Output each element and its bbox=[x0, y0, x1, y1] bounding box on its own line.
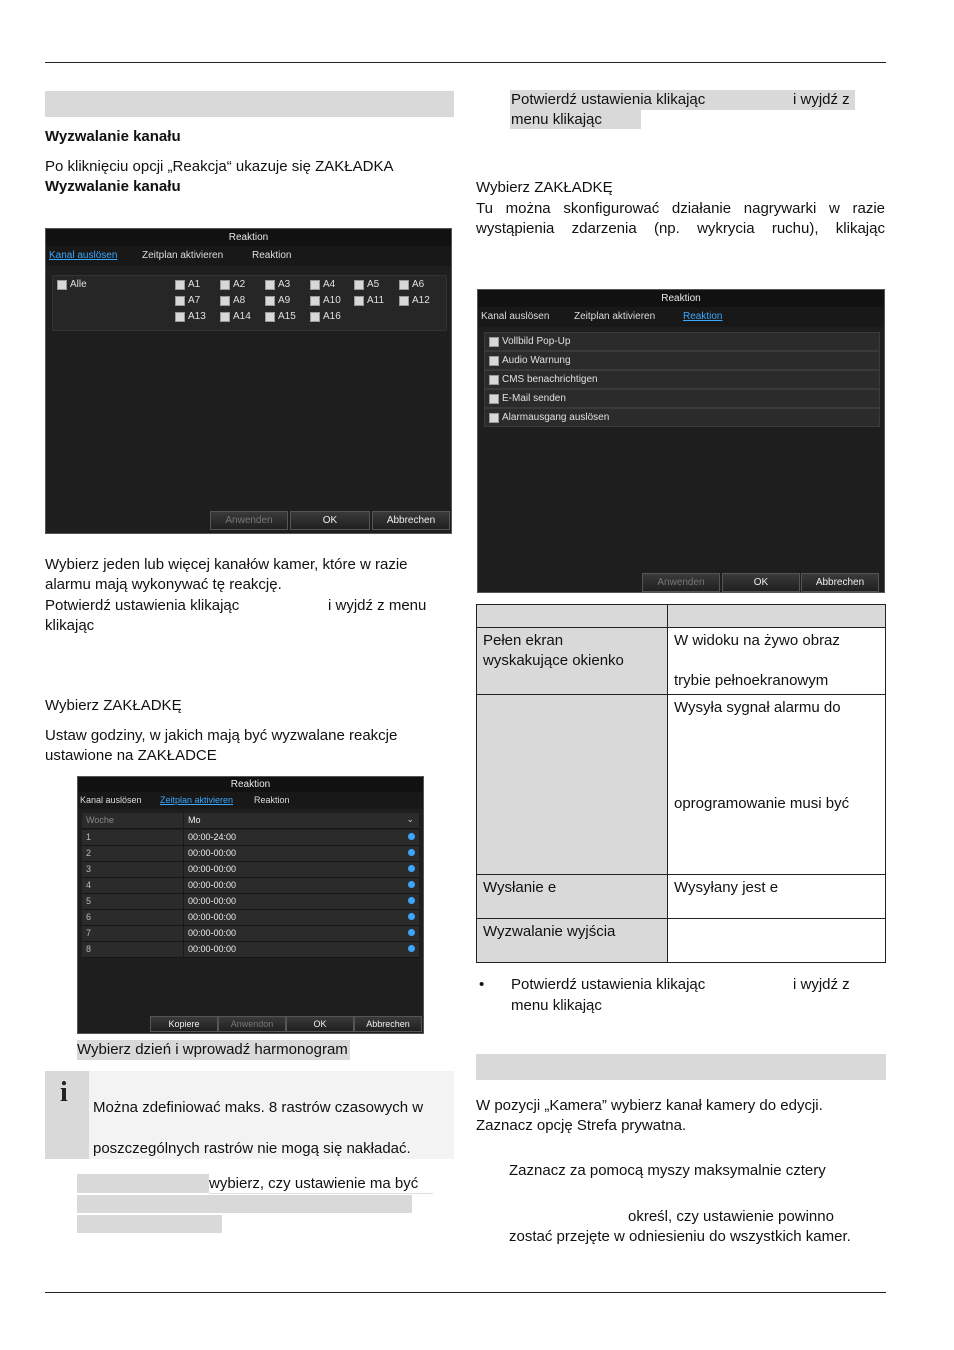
apply-button[interactable]: Anwenden bbox=[210, 511, 288, 530]
select-tab-text-right: Wybierz ZAKŁADKĘ bbox=[476, 179, 613, 196]
confirm-text-2: klikając bbox=[45, 617, 95, 634]
highlight-bar-3 bbox=[77, 1215, 222, 1233]
cancel-button[interactable]: Abbrechen bbox=[801, 573, 879, 592]
table-row: Wysłanie e Wysyłany jest e bbox=[477, 875, 886, 919]
table-row[interactable]: 1 00:00-24:00 bbox=[82, 830, 419, 846]
table-row[interactable]: 4 00:00-00:00 bbox=[82, 878, 419, 894]
chevron-down-icon: ⌄ bbox=[406, 814, 414, 824]
note-text-1: Można zdefiniować maks. 8 rastrów czasowych w bbox=[93, 1099, 424, 1116]
reaction-option-row[interactable]: Audio Warnung bbox=[484, 351, 880, 370]
camera-text-3: Zaznacz za pomocą myszy maksymalnie cztery bbox=[509, 1162, 826, 1179]
tab-zeitplan[interactable]: Zeitplan aktivieren bbox=[160, 795, 234, 805]
schedule-text-2: ustawione na ZAKŁADCE bbox=[45, 747, 217, 764]
edit-icon[interactable] bbox=[408, 881, 415, 888]
dvr-tabs bbox=[478, 307, 884, 327]
option-text: wybierz, czy ustawienie ma być bbox=[209, 1175, 419, 1192]
tab-reaktion[interactable]: Reaktion bbox=[252, 250, 292, 261]
cancel-button[interactable]: Abbrechen bbox=[354, 1016, 422, 1032]
camera-text-4: określ, czy ustawienie powinno bbox=[628, 1208, 834, 1225]
edit-icon[interactable] bbox=[408, 833, 415, 840]
dvr-title: Reaktion bbox=[46, 229, 451, 246]
copy-button[interactable]: Kopiere bbox=[150, 1016, 218, 1032]
checkbox-channel[interactable]: A8 bbox=[220, 295, 245, 306]
edit-icon[interactable] bbox=[408, 849, 415, 856]
checkbox-channel[interactable]: A1 bbox=[175, 279, 200, 290]
ok-button[interactable]: OK bbox=[722, 573, 800, 592]
config-text: Tu można skonfigurować działanie nagrywarki w razie bbox=[476, 200, 885, 217]
info-icon: i bbox=[60, 1077, 68, 1108]
paragraph-select-channels-2: alarmu mają wykonywać tę reakcję. bbox=[45, 576, 282, 593]
footer-rule bbox=[45, 1292, 886, 1293]
highlight-bar-2 bbox=[77, 1195, 412, 1213]
tab-reaktion[interactable]: Reaktion bbox=[254, 795, 290, 805]
tab-zeitplan[interactable]: Zeitplan aktivieren bbox=[574, 311, 656, 322]
confirm-text-right-end: i wyjdź z bbox=[793, 91, 850, 108]
channel-panel bbox=[52, 275, 447, 331]
checkbox-channel[interactable]: A7 bbox=[175, 295, 200, 306]
checkbox-channel[interactable]: A9 bbox=[265, 295, 290, 306]
tab-kanal-ausloesen[interactable]: Kanal auslösen bbox=[481, 311, 550, 322]
ok-button[interactable]: OK bbox=[290, 511, 370, 530]
schedule-caption: Wybierz dzień i wprowadź harmonogram bbox=[77, 1041, 348, 1058]
intro-text-bold: Wyzwalanie kanału bbox=[45, 178, 181, 195]
tab-kanal-ausloesen[interactable]: Kanal auslösen bbox=[49, 250, 118, 261]
note-box bbox=[45, 1071, 454, 1159]
note-text-2: poszczególnych rastrów nie mogą się nakładać. bbox=[93, 1140, 411, 1157]
edit-icon[interactable] bbox=[408, 913, 415, 920]
edit-icon[interactable] bbox=[408, 929, 415, 936]
checkbox-channel[interactable]: A10 bbox=[310, 295, 341, 306]
table-row[interactable]: 3 00:00-00:00 bbox=[82, 862, 419, 878]
bullet-confirm-text-end: i wyjdź z bbox=[793, 976, 850, 993]
table-header-row bbox=[477, 605, 886, 628]
table-row[interactable]: 6 00:00-00:00 bbox=[82, 910, 419, 926]
reaction-option-row[interactable]: E-Mail senden bbox=[484, 389, 880, 408]
dvr-screen-channel-trigger bbox=[45, 228, 452, 534]
table-row[interactable]: 7 00:00-00:00 bbox=[82, 926, 419, 942]
dvr-screen-reaction bbox=[477, 289, 885, 593]
checkbox-channel[interactable]: A15 bbox=[265, 311, 296, 322]
camera-text: W pozycji „Kamera” wybierz kanał kamery do edycji. bbox=[476, 1097, 823, 1114]
reaction-option-row[interactable]: Vollbild Pop-Up bbox=[484, 332, 880, 351]
subheading: Wyzwalanie kanału bbox=[45, 128, 181, 145]
header-rule bbox=[45, 62, 886, 63]
confirm-text-end: i wyjdź z menu bbox=[328, 597, 427, 614]
table-row: Pełen ekran wyskakujące okienko W widoku na żywo obraz trybie pełnoekranowym bbox=[477, 628, 886, 695]
bullet: • bbox=[479, 976, 485, 993]
checkbox-channel[interactable]: A16 bbox=[310, 311, 341, 322]
dvr-tabs bbox=[46, 246, 451, 266]
cancel-button[interactable]: Abbrechen bbox=[372, 511, 450, 530]
checkbox-channel[interactable]: A6 bbox=[399, 279, 424, 290]
edit-icon[interactable] bbox=[408, 945, 415, 952]
checkbox-channel[interactable]: A11 bbox=[354, 295, 384, 306]
apply-button[interactable]: Anwenden bbox=[642, 573, 720, 592]
week-select[interactable]: Mo bbox=[188, 815, 201, 825]
edit-icon[interactable] bbox=[408, 897, 415, 904]
tab-zeitplan[interactable]: Zeitplan aktivieren bbox=[142, 250, 224, 261]
tab-kanal-ausloesen[interactable]: Kanal auslösen bbox=[80, 795, 142, 805]
checkbox-channel[interactable]: A12 bbox=[399, 295, 430, 306]
section-heading-bar-right bbox=[476, 1054, 886, 1080]
reaction-table bbox=[476, 604, 886, 963]
table-row: Wyzwalanie wyjścia bbox=[477, 919, 886, 963]
week-row[interactable]: Woche Mo ⌄ bbox=[82, 813, 419, 829]
checkbox-channel[interactable]: A3 bbox=[265, 279, 290, 290]
checkbox-channel[interactable]: A5 bbox=[354, 279, 379, 290]
select-tab-text: Wybierz ZAKŁADKĘ bbox=[45, 697, 182, 714]
section-heading-bar bbox=[45, 91, 454, 117]
dvr-tabs bbox=[78, 792, 423, 809]
table-row[interactable]: 2 00:00-00:00 bbox=[82, 846, 419, 862]
tab-reaktion[interactable]: Reaktion bbox=[683, 311, 723, 322]
camera-text-2: Zaznacz opcję Strefa prywatna. bbox=[476, 1117, 687, 1134]
reaction-option-row[interactable]: Alarmausgang auslösen bbox=[484, 408, 880, 427]
confirm-text: Potwierdź ustawienia klikając bbox=[45, 597, 240, 614]
reaction-option-row[interactable]: CMS benachrichtigen bbox=[484, 370, 880, 389]
ok-button[interactable]: OK bbox=[286, 1016, 354, 1032]
intro-text: Po kliknięciu opcji „Reakcja“ ukazuje się ZAKŁADKA bbox=[45, 158, 394, 175]
apply-button[interactable]: Anwendon bbox=[218, 1016, 286, 1032]
dvr-screen-schedule bbox=[77, 776, 424, 1034]
checkbox-channel[interactable]: A14 bbox=[220, 311, 251, 322]
paragraph-select-channels: Wybierz jeden lub więcej kanałów kamer, które w razie bbox=[45, 556, 408, 573]
table-row: Wysyła sygnał alarmu do oprogramowanie musi być bbox=[477, 695, 886, 875]
table-row[interactable]: 5 00:00-00:00 bbox=[82, 894, 419, 910]
bullet-confirm-text-2: menu klikając bbox=[511, 997, 602, 1014]
schedule-text: Ustaw godziny, w jakich mają być wyzwalane reakcje bbox=[45, 727, 398, 744]
checkbox-alle[interactable]: Alle bbox=[57, 279, 87, 290]
edit-icon[interactable] bbox=[408, 865, 415, 872]
table-row[interactable]: 8 00:00-00:00 bbox=[82, 942, 419, 958]
dvr-title: Reaktion bbox=[478, 290, 884, 307]
checkbox-channel[interactable]: A2 bbox=[220, 279, 245, 290]
checkbox-channel[interactable]: A13 bbox=[175, 311, 206, 322]
highlight-bar bbox=[77, 1174, 209, 1193]
confirm-text-right: Potwierdź ustawienia klikając bbox=[511, 91, 706, 108]
checkbox-channel[interactable]: A4 bbox=[310, 279, 335, 290]
bullet-confirm-text: Potwierdź ustawienia klikając bbox=[511, 976, 706, 993]
confirm-text-right-2: menu klikając bbox=[511, 111, 602, 128]
camera-text-5: zostać przejęte w odniesieniu do wszystkich kamer. bbox=[509, 1228, 851, 1245]
dvr-title: Reaktion bbox=[78, 777, 423, 792]
config-text-2: wystąpienia zdarzenia (np. wykrycia ruchu), klikając bbox=[476, 220, 885, 237]
